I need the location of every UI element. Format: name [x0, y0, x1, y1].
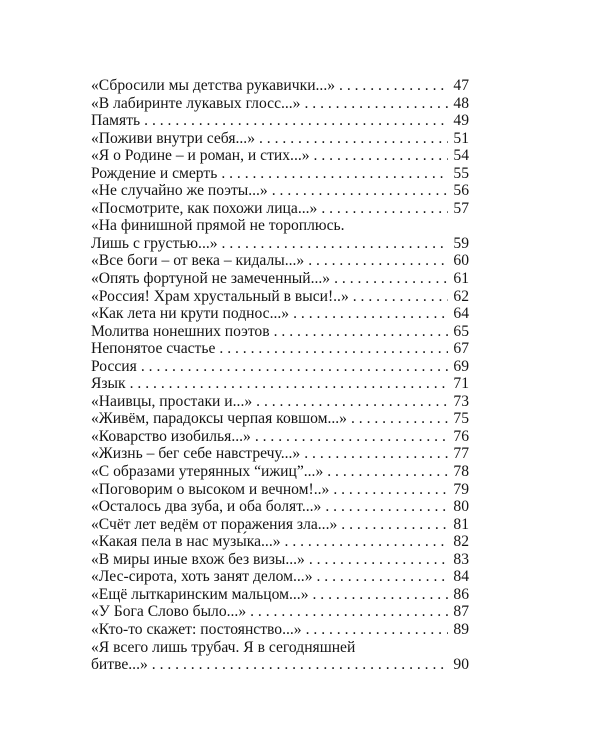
- toc-entry-page-number: 83: [453, 550, 469, 568]
- dot-leader: [334, 270, 448, 288]
- toc-entry-page-number: 67: [453, 340, 469, 358]
- toc-entry-title-line: [91, 639, 469, 657]
- toc-entry-page-number: 71: [453, 375, 469, 393]
- dot-leader: [306, 621, 448, 639]
- dot-leader: [293, 305, 448, 323]
- toc-entry-page-number: 62: [453, 287, 469, 305]
- dot-leader: [351, 410, 448, 428]
- toc-entry: [91, 481, 469, 499]
- toc-entry-title: «Россия! Храм хрустальный в выси!..»: [91, 287, 349, 305]
- toc-entry-page-number: 81: [453, 515, 469, 533]
- toc-entry-title: Память: [91, 112, 141, 130]
- dot-leader: [353, 288, 448, 306]
- dot-leader: [308, 252, 448, 270]
- toc-entry-title: «Опять фортуной не замеченный...»: [91, 270, 331, 288]
- dot-leader: [309, 551, 448, 569]
- dot-leader: [314, 147, 448, 165]
- toc-entry-title: «Живём, парадоксы черпая ковшом...»: [91, 410, 347, 428]
- toc-entry: [91, 270, 469, 288]
- toc-entry-page-number: 49: [453, 112, 469, 130]
- dot-leader: [222, 235, 448, 253]
- toc-entry-title: «Осталось два зуба, и оба болят...»: [91, 498, 322, 516]
- toc-entry-title: Лишь с грустью...»: [91, 234, 218, 252]
- toc-entry: [91, 375, 469, 393]
- table-of-contents: [91, 77, 469, 674]
- toc-entry: [91, 410, 469, 428]
- toc-entry: [91, 621, 469, 639]
- toc-entry-title-line: [91, 217, 469, 235]
- toc-entry-page-number: 87: [453, 603, 469, 621]
- toc-entry: [91, 323, 469, 341]
- dot-leader: [333, 481, 448, 499]
- toc-entry-page-number: 56: [453, 182, 469, 200]
- dot-leader: [130, 375, 448, 393]
- toc-entry-title: «Посмотрите, как похожи лица...»: [91, 199, 318, 217]
- toc-entry-page-number: 90: [453, 656, 469, 674]
- dot-leader: [285, 533, 448, 551]
- toc-entry: [91, 603, 469, 621]
- toc-entry: [91, 568, 469, 586]
- toc-entry-title: «Как лета ни крути поднос...»: [91, 305, 290, 323]
- toc-entry-page-number: 77: [453, 445, 469, 463]
- toc-entry-title: Язык: [91, 375, 126, 393]
- toc-entry-page-number: 57: [453, 199, 469, 217]
- toc-entry: [91, 551, 469, 569]
- toc-entry-page-number: 69: [453, 357, 469, 375]
- toc-entry-page-number: 84: [453, 568, 469, 586]
- toc-entry: [91, 77, 469, 95]
- toc-entry: [91, 235, 469, 253]
- toc-entry-page-number: 61: [453, 270, 469, 288]
- dot-leader: [327, 463, 448, 481]
- dot-leader: [304, 445, 448, 463]
- toc-entry-page-number: 78: [453, 463, 469, 481]
- toc-entry-title: «Все боги – от века – кидалы...»: [91, 252, 305, 270]
- toc-entry: [91, 428, 469, 446]
- dot-leader: [317, 568, 449, 586]
- toc-entry-page-number: 64: [453, 305, 469, 323]
- toc-entry-page-number: 89: [453, 620, 469, 638]
- dot-leader: [325, 498, 448, 516]
- toc-entry: [91, 393, 469, 411]
- dot-leader: [152, 656, 448, 674]
- toc-entry: [91, 340, 469, 358]
- toc-entry-page-number: 86: [453, 585, 469, 603]
- dot-leader: [259, 130, 448, 148]
- toc-entry-title: Молитва нонешних поэтов: [91, 322, 270, 340]
- toc-entry-title: «Лес-сирота, хоть занят делом...»: [91, 568, 313, 586]
- toc-entry-title: «Наивцы, простаки и...»: [91, 392, 253, 410]
- toc-entry-page-number: 79: [453, 480, 469, 498]
- toc-entry-page-number: 65: [453, 322, 469, 340]
- toc-entry-title: «Поговорим о высоком и вечном!..»: [91, 480, 330, 498]
- toc-entry-title: «Я о Родине – и роман, и стих...»: [91, 147, 310, 165]
- toc-entry-title: Рождение и смерть: [91, 164, 218, 182]
- toc-entry-title: «Ещё лыткаринским мальцом...»: [91, 585, 309, 603]
- dot-leader: [219, 340, 448, 358]
- toc-entry-title: «Жизнь – бег себе навстречу...»: [91, 445, 301, 463]
- toc-entry: [91, 533, 469, 551]
- dot-leader: [144, 112, 448, 130]
- dot-leader: [313, 586, 449, 604]
- toc-entry: [91, 445, 469, 463]
- toc-entry: [91, 305, 469, 323]
- toc-entry-page-number: 75: [453, 410, 469, 428]
- toc-entry-title: «В миры иные вхож без визы...»: [91, 550, 305, 568]
- toc-entry: [91, 358, 469, 376]
- toc-entry-title: «Счёт лет ведём от поражения зла...»: [91, 515, 338, 533]
- toc-entry: [91, 130, 469, 148]
- dot-leader: [256, 393, 448, 411]
- dot-leader: [221, 165, 448, 183]
- toc-entry-page-number: 48: [453, 94, 469, 112]
- toc-entry: [91, 147, 469, 165]
- toc-entry-title: «Какая пела в нас музы́ка...»: [91, 533, 281, 551]
- toc-entry: [91, 288, 469, 306]
- toc-entry-page-number: 82: [453, 533, 469, 551]
- toc-entry-title: «Коварство изобилья...»: [91, 427, 251, 445]
- toc-entry: [91, 516, 469, 534]
- toc-entry-title: битве...»: [91, 656, 148, 674]
- dot-leader: [339, 77, 448, 95]
- toc-entry-page-number: 47: [453, 77, 469, 94]
- toc-entry-page-number: 51: [453, 129, 469, 147]
- toc-entry-title: «Не случайно же поэты...»: [91, 182, 268, 200]
- toc-entry-page-number: 55: [453, 164, 469, 182]
- toc-entry-title: «Сбросили мы детства рукавички...»: [91, 77, 336, 94]
- toc-entry-title: «Кто-то скажет: постоянство...»: [91, 620, 302, 638]
- toc-entry: [91, 656, 469, 674]
- toc-entry: [91, 498, 469, 516]
- dot-leader: [255, 428, 448, 446]
- toc-entry-page-number: 76: [453, 427, 469, 445]
- dot-leader: [341, 516, 448, 534]
- toc-entry: [91, 182, 469, 200]
- toc-entry-title: «Я всего лишь трубач. Я в сегодняшней: [91, 638, 356, 656]
- toc-entry: [91, 200, 469, 218]
- toc-entry: [91, 586, 469, 604]
- toc-entry: [91, 165, 469, 183]
- dot-leader: [321, 200, 448, 218]
- dot-leader: [250, 603, 448, 621]
- dot-leader: [272, 182, 448, 200]
- toc-entry: [91, 112, 469, 130]
- toc-entry-page-number: 54: [453, 147, 469, 165]
- toc-entry-page-number: 80: [453, 498, 469, 516]
- toc-entry-title: «В лабиринте лукавых глосс...»: [91, 94, 301, 112]
- toc-entry-title: «На финишной прямой не тороплюсь.: [91, 217, 345, 235]
- toc-entry: [91, 463, 469, 481]
- toc-entry: [91, 95, 469, 113]
- dot-leader: [304, 95, 448, 113]
- toc-entry-page-number: 59: [453, 234, 469, 252]
- toc-entry-page-number: 60: [453, 252, 469, 270]
- toc-entry-title: Россия: [91, 357, 137, 375]
- toc-entry-title: «У Бога Слово было...»: [91, 603, 247, 621]
- toc-entry-title: Непонятое счастье: [91, 340, 216, 358]
- toc-entry: [91, 252, 469, 270]
- dot-leader: [274, 323, 448, 341]
- toc-entry-page-number: 73: [453, 392, 469, 410]
- dot-leader: [141, 358, 448, 376]
- toc-entry-title: «С образами утерянных “ижиц”...»: [91, 463, 324, 481]
- toc-entry-title: «Поживи внутри себя...»: [91, 129, 255, 147]
